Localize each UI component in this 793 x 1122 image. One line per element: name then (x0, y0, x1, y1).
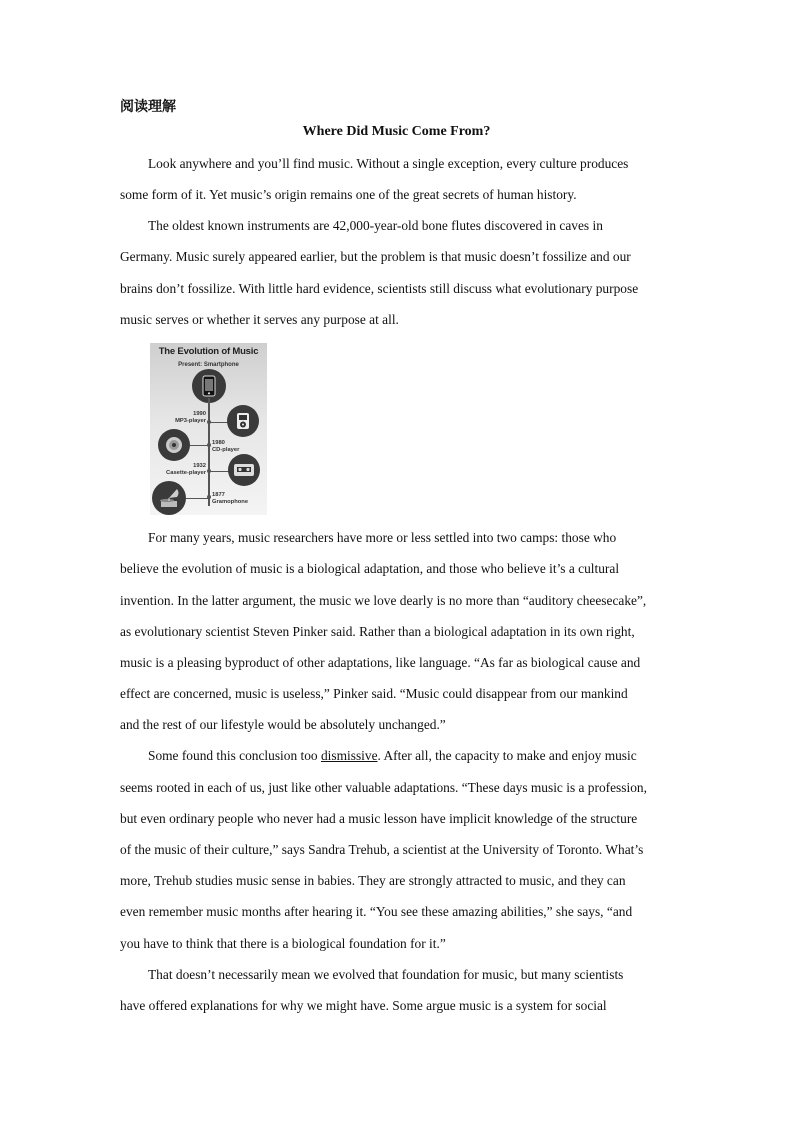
timeline-device: CD-player (212, 447, 240, 453)
text-line: Germany. Music surely appeared earlier, but the problem is that music doesn’t fossilize and our (120, 249, 631, 264)
text-line: Look anywhere and you’ll find music. Without a single exception, every culture produces (148, 156, 629, 171)
underlined-word: dismissive (320, 748, 378, 763)
timeline-device: MP3-player (175, 418, 206, 424)
text-line: That doesn’t necessarily mean we evolved that foundation for music, but many scientists (148, 967, 624, 982)
timeline-year: 1877 (212, 492, 225, 498)
timeline-connector (190, 445, 208, 446)
text-line: of the music of their culture,” says Sandra Trehub, a scientist at the University of Toronto. What’s (120, 842, 644, 857)
text-line: you have to think that there is a biological foundation for it.” (120, 936, 446, 951)
text-segment: Some found this conclusion too (148, 748, 318, 763)
timeline-connector (210, 422, 228, 423)
text-line: music is a pleasing byproduct of other adaptations, like language. “As far as biological cause and (120, 655, 641, 670)
cassette-player-icon (228, 454, 260, 486)
infographic-present-label: Present: Smartphone (178, 362, 239, 368)
timeline-year: 1980 (212, 440, 225, 446)
text-line: brains don’t fossilize. With little hard evidence, scientists still discuss what evolutionary purpose (120, 281, 639, 296)
timeline-year: 1990 (193, 411, 206, 417)
text-line: even remember music months after hearing it. “You see these amazing abilities,” she says, “and (120, 904, 633, 919)
timeline-year: 1932 (193, 463, 206, 469)
text-line: music serves or whether it serves any purpose at all. (120, 312, 399, 327)
text-line: some form of it. Yet music’s origin remains one of the great secrets of human history. (120, 187, 577, 202)
cd-icon (158, 429, 190, 461)
timeline-device: Gramophone (212, 499, 249, 505)
text-line (148, 748, 637, 764)
text-line: effect are concerned, music is useless,” Pinker said. “Music could disappear from our mankind (120, 686, 628, 701)
timeline-dot (207, 495, 211, 499)
music-evolution-infographic (150, 343, 267, 515)
infographic-title: The Evolution of Music (158, 346, 259, 357)
text-line: For many years, music researchers have more or less settled into two camps: those who (148, 530, 617, 545)
section-heading: 阅读理解 (120, 99, 176, 115)
article-title: Where Did Music Come From? (302, 124, 491, 139)
text-line: as evolutionary scientist Steven Pinker said. Rather than a biological adaptation in its own right, (120, 624, 635, 639)
text-line: and the rest of our lifestyle would be absolutely unchanged.” (120, 717, 446, 732)
mp3-player-icon (227, 405, 259, 437)
timeline-connector (210, 471, 230, 472)
timeline-line (208, 398, 210, 506)
timeline-dot (207, 443, 211, 447)
text-segment: . After all, the capacity to make and enjoy music (377, 748, 637, 763)
gramophone-icon (152, 481, 186, 515)
text-line: but even ordinary people who never had a music lesson have implicit knowledge of the structure (120, 811, 638, 826)
text-line: seems rooted in each of us, just like other valuable adaptations. “These days music is a profession, (120, 780, 647, 795)
timeline-connector (186, 498, 208, 499)
text-line: believe the evolution of music is a biological adaptation, and those who believe it’s a cultural (120, 561, 620, 576)
text-line: invention. In the latter argument, the music we love dearly is no more than “auditory cheesecake”, (120, 593, 647, 608)
text-line: The oldest known instruments are 42,000-year-old bone flutes discovered in caves in (148, 218, 603, 233)
timeline-device: Casette-player (166, 470, 206, 476)
text-line: more, Trehub studies music sense in babies. They are strongly attracted to music, and they can (120, 873, 626, 888)
text-line: have offered explanations for why we might have. Some argue music is a system for social (120, 998, 607, 1013)
